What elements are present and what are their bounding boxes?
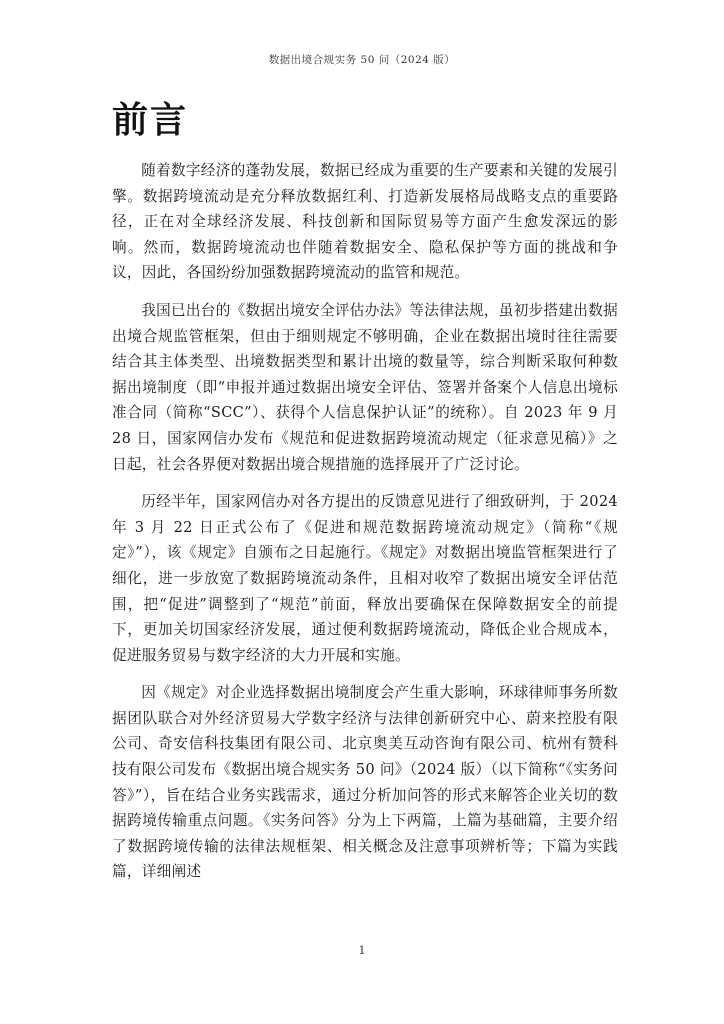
- running-header: 数据出境合规实务 50 问（2024 版）: [268, 54, 456, 66]
- paragraph-1: 随着数字经济的蓬勃发展，数据已经成为重要的生产要素和关键的发展引擎。数据跨境流动是充分释放数据红利、打造新发展格局战略支点的重要路径，正在对全球经济发展、科技创新和国际贸易等方面产生愈发深远的影响。然而，数据跨境流动也伴随着数据安全、隐私保护等方面的挑战和争议，因此，各国纷纷加强数据跨境流动的监管和规范。: [112, 162, 618, 282]
- paragraph-3: 历经半年，国家网信办对各方提出的反馈意见进行了细致研判，于 2024 年 3 月 22 日正式公布了《促进和规范数据跨境流动规定》（简称“《规定》”），该《规定》自颁布之日起施行。《规定》对数据出境监管框架进行了细化，进一步放宽了数据跨境流动条件，且相对收窄了数据出境安全评估范围，把“促进”调整到了“规范”前面，释放出要确保在保障数据安全的前提下，更加关切国家经济发展，通过便利数据跨境流动，降低企业合规成本，促进服务贸易与数字经济的大力开展和实施。: [112, 493, 618, 664]
- body-text: [112, 158, 618, 885]
- section-title: 前言: [112, 100, 189, 141]
- page-number: 1: [358, 944, 366, 957]
- paragraph-4: 因《规定》对企业选择数据出境制度会产生重大影响，环球律师事务所数据团队联合对外经济贸易大学数字经济与法律创新研究中心、蔚来控股有限公司、奇安信科技集团有限公司、北京奥美互动咨询有限公司、杭州有赞科技有限公司发布《数据出境合规实务 50 问》（2024 版）（以下简称“《实务问答》”），旨在结合业务实践需求，通过分析加问答的形式来解答企业关切的数据跨境传输重点问题。《实务问答》分为上下两篇，上篇为基础篇，主要介绍了数据跨境传输的法律法规框架、相关概念及注意事项辨析等；下篇为实践篇，详细阐述: [112, 684, 618, 881]
- paragraph-2: 我国已出台的《数据出境安全评估办法》等法律法规，虽初步搭建出数据出境合规监管框架，但由于细则规定不够明确，企业在数据出境时往往需要结合其主体类型、出境数据类型和累计出境的数量等，综合判断采取何种数据出境制度（即“申报并通过数据出境安全评估、签署并备案个人信息出境标准合同（简称“SCC”）、获得个人信息保护认证”的统称）。自 2023 年 9 月 28 日，国家网信办发布《规范和促进数据跨境流动规定（征求意见稿）》之日起，社会各界便对数据出境合规措施的选择展开了广泛讨论。: [112, 301, 618, 473]
